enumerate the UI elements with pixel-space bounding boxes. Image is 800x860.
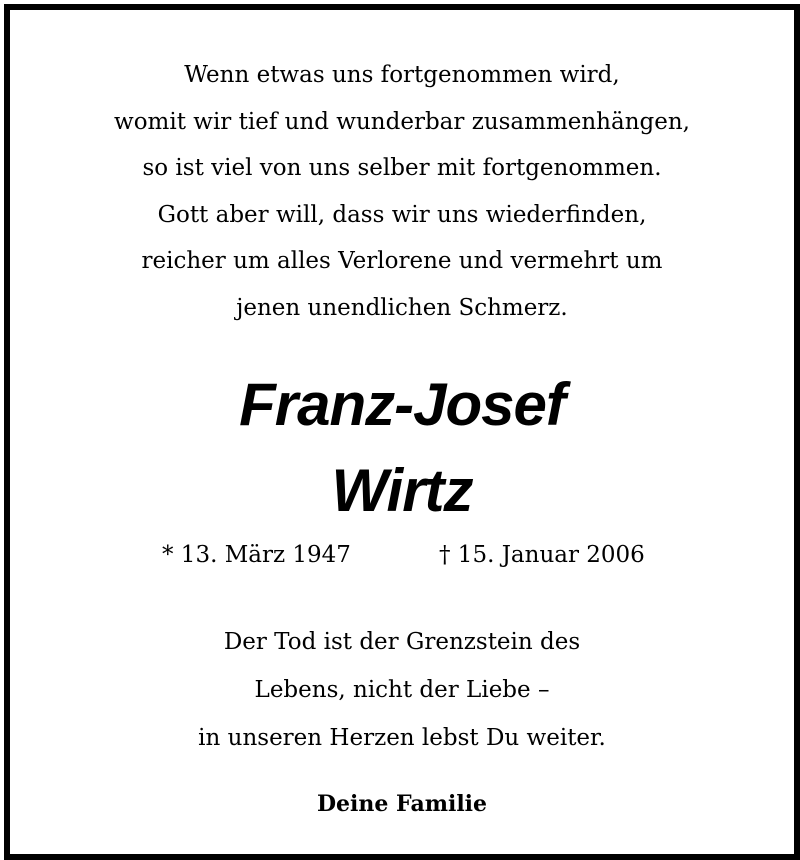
poem-line: Gott aber will, dass wir uns wiederfinden, [157, 201, 647, 228]
deceased-first-name: Franz-Josef [239, 371, 565, 438]
poem-line: womit wir tief und wunderbar zusammenhängen, [114, 108, 690, 135]
verse-line: Lebens, nicht der Liebe – [254, 677, 550, 703]
closing-verse [10, 618, 794, 762]
poem-line: so ist viel von uns selber mit fortgenommen. [142, 155, 662, 181]
poem-line: reicher um alles Verlorene und vermehrt um [141, 248, 663, 274]
verse-line: Der Tod ist der Grenzstein des [223, 629, 581, 655]
deceased-last-name: Wirtz [331, 457, 473, 524]
obituary-content [10, 10, 794, 854]
death-date: † 15. Januar 2006 [439, 542, 645, 568]
deceased-name [10, 362, 794, 534]
life-dates [10, 537, 794, 573]
opening-poem [10, 52, 794, 331]
birth-date: * 13. März 1947 [162, 542, 351, 568]
poem-line: Wenn etwas uns fortgenommen wird, [184, 62, 620, 88]
poem-line: jenen unendlichen Schmerz. [236, 294, 568, 321]
family-signature: Deine Familie [316, 791, 488, 817]
verse-line: in unseren Herzen lebst Du weiter. [198, 725, 606, 751]
obituary-frame [4, 4, 800, 860]
